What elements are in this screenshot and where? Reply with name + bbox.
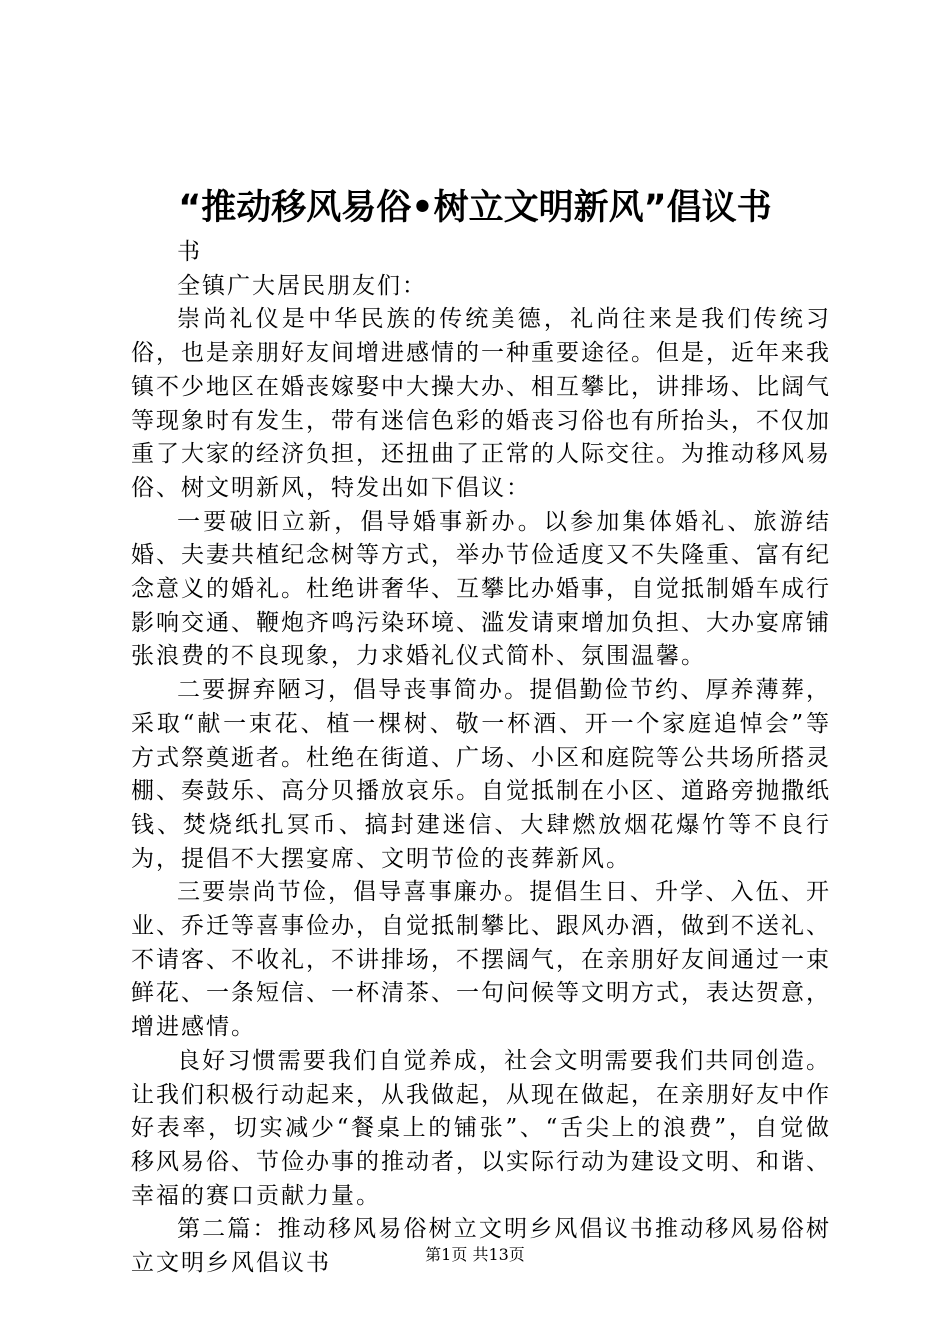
page-number-footer: 第1页 共13页 — [425, 1245, 525, 1264]
paragraph-intro: 崇尚礼仪是中华民族的传统美德，礼尚往来是我们传统习俗，也是亲朋好友间增进感情的一种重要途径。但是，近年来我镇不少地区在婚丧嫁娶中大操大办、相互攀比，讲排场、比阔气等现象时有发生，带有迷信色彩的婚丧习俗也有所抬头，不仅加重了大家的经济负担，还扭曲了正常的人际交往。为推动移风易俗、树文明新风，特发出如下倡议： — [131, 306, 831, 501]
paragraph-salutation: 全镇广大居民朋友们： — [177, 272, 427, 299]
document-body — [131, 236, 831, 1281]
paragraph-wedding: 一要破旧立新，倡导婚事新办。以参加集体婚礼、旅游结婚、夫妻共植纪念树等方式，举办节俭适度又不失隆重、富有纪念意义的婚礼。杜绝讲奢华、互攀比办婚事，自觉抵制婚车成行影响交通、鞭炮齐鸣污染环境、滥发请柬增加负担、大办宴席铺张浪费的不良现象，力求婚礼仪式简朴、氛围温馨。 — [131, 508, 831, 670]
paragraph-celebration: 三要崇尚节俭，倡导喜事廉办。提倡生日、升学、入伍、开业、乔迁等喜事俭办，自觉抵制攀比、跟风办酒，做到不送礼、不请客、不收礼，不讲排场，不摆阔气，在亲朋好友间通过一束鲜花、一条短信、一杯清茶、一句问候等文明方式，表达贺意，增进感情。 — [131, 879, 831, 1041]
paragraph-funeral: 二要摒弃陋习，倡导丧事简办。提倡勤俭节约、厚养薄葬，采取“献一束花、植一棵树、敬一杯酒、开一个家庭追悼会”等方式祭奠逝者。杜绝在街道、广场、小区和庭院等公共场所搭灵棚、奏鼓乐、高分贝播放哀乐。自觉抵制在小区、道路旁抛撒纸钱、焚烧纸扎冥币、搞封建迷信、大肆燃放烟花爆竹等不良行为，提倡不大摆宴席、文明节俭的丧葬新风。 — [131, 677, 831, 872]
paragraph-fragment: 书 — [177, 239, 202, 265]
document-title: “推动移风易俗•树立文明新风”倡议书 — [178, 188, 772, 228]
paragraph-conclusion: 良好习惯需要我们自觉养成，社会文明需要我们共同创造。让我们积极行动起来，从我做起，从现在做起，在亲朋好友中作好表率，切实减少“餐桌上的铺张”、“舌尖上的浪费”，自觉做移风易俗、节俭办事的推动者，以实际行动为建设文明、和谐、幸福的赛口贡献力量。 — [131, 1047, 831, 1209]
paragraph-second-chapter: 第二篇：推动移风易俗树立文明乡风倡议书推动移风易俗树立文明乡风倡议书 — [131, 1216, 831, 1277]
